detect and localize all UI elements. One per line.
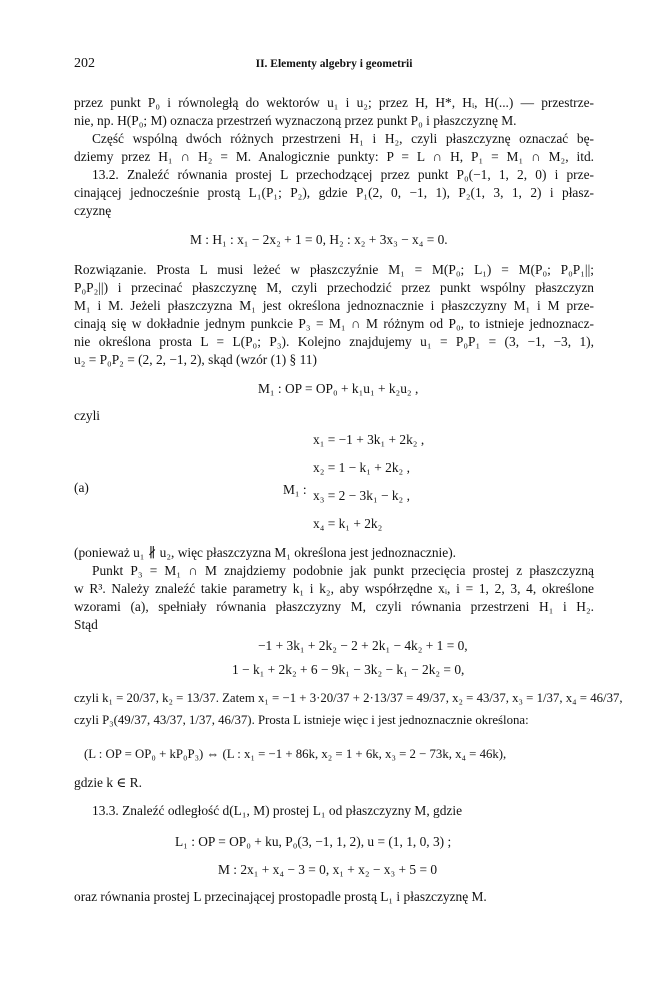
text-line: oraz równania prostej L przecinającej prostopadle prostą L₁ i płaszczyznę M. bbox=[74, 889, 487, 904]
problem-13-2: 13.2. Znaleźć równania prostej L przechodzącej przez punkt P₀(−1, 1, 2, 0) i prze- bbox=[92, 167, 594, 182]
text-line: czyli k₁ = 20/37, k₂ = 13/37. Zatem x₁ = −1 + 3·20/37 + 2·13/37 = 49/37, x₂ = 43/37, x₃ = 1/37, x₄ = 46/37, bbox=[74, 691, 623, 705]
system-row: x₃ = 2 − 3k₁ − k₂ , bbox=[313, 488, 410, 503]
solution-heading: Rozwiązanie. Prosta L musi leżeć w płaszczyźnie M₁ = M(P₀; L₁) = M(P₀; P₀P₁||; bbox=[74, 262, 594, 277]
equation-plane-m: M : H₁ : x₁ − 2x₂ + 1 = 0, H₂ : x₂ + 3x₃ − x₄ = 0. bbox=[190, 232, 448, 247]
text-line: (ponieważ u₁ ∦ u₂, więc płaszczyzna M₁ określona jest jednoznacznie). bbox=[74, 545, 457, 560]
equation-m1: M₁ : OP = OP₀ + k₁u₁ + k₂u₂ , bbox=[258, 381, 419, 396]
text-line: nie określona prosta L = L(P₀; P₃). Kolejno znajdujemy u₁ = P₀P₁ = (3, −1, −3, 1), bbox=[74, 334, 594, 349]
text-line: wzorami (a), spełniały równania płaszczyzny M, czyli równania przestrzeni H₁ i H₂. bbox=[74, 599, 594, 614]
text-line: cinają się w dokładnie jednym punkcie P₃ = M₁ ∩ M różnym od P₀, to istnieje jednoznacz- bbox=[74, 316, 594, 331]
text-line: Część wspólną dwóch różnych przestrzeni H₁ i H₂, czyli płaszczyznę oznaczać bę- bbox=[92, 131, 594, 146]
text-line: nie, np. H(P₀; M) oznacza przestrzeń wyznaczoną przez punkt P₀ i płaszczyznę M. bbox=[74, 113, 517, 128]
equation-label: (a) bbox=[74, 480, 89, 495]
system-label: M₁ : bbox=[283, 482, 307, 497]
text-line: czyznę bbox=[74, 203, 112, 218]
text-line: M₁ i M. Jeżeli płaszczyzna M₁ jest określona jednoznacznie i płaszczyzny M₁ i M prze- bbox=[74, 298, 594, 313]
running-title: II. Elementy algebry i geometrii bbox=[255, 58, 413, 70]
text-line: dziemy przez H₁ ∩ H₂ = M. Analogicznie punkty: P = L ∩ H, P₁ = M₁ ∩ M₂, itd. bbox=[74, 149, 594, 164]
text-line: Punkt P₃ = M₁ ∩ M znajdziemy podobnie jak punkt przecięcia prostej z płaszczyzną bbox=[92, 563, 594, 578]
equation-line-l1: L₁ : OP = OP₀ + ku, P₀(3, −1, 1, 2), u = (1, 1, 0, 3) ; bbox=[175, 834, 452, 849]
page-number: 202 bbox=[74, 56, 95, 71]
text-line: czyli bbox=[74, 408, 101, 423]
equation-line: 1 − k₁ + 2k₂ + 6 − 9k₁ − 3k₂ − k₁ − 2k₂ = 0, bbox=[232, 662, 465, 677]
text-line: Stąd bbox=[74, 617, 98, 632]
equation-plane: M : 2x₁ + x₄ − 3 = 0, x₁ + x₂ − x₃ + 5 = 0 bbox=[218, 862, 438, 877]
system-row: x₁ = −1 + 3k₁ + 2k₂ , bbox=[313, 432, 425, 447]
text-line: przez punkt P₀ i równoległą do wektorów u₁ i u₂; przez H, H*, Hᵢ, H(...) — przestrze- bbox=[74, 95, 594, 110]
text-line: w R³. Należy znaleźć takie parametry k₁ i k₂, aby współrzędne xᵢ, i = 1, 2, 3, 4, określone bbox=[74, 581, 594, 596]
page-header bbox=[74, 56, 594, 76]
problem-13-3: 13.3. Znaleźć odległość d(L₁, M) prostej L₁ od płaszczyzny M, gdzie bbox=[92, 803, 463, 818]
text-line: P₀P₂||) i przecinać płaszczyznę M, czyli przechodzić przez punkt wspólny płaszczyzn bbox=[74, 280, 594, 295]
system-row: x₂ = 1 − k₁ + 2k₂ , bbox=[313, 460, 410, 475]
equation-result: (L : OP = OP₀ + kP₀P₃) ⇔ (L : x₁ = −1 + 86k, x₂ = 1 + 6k, x₃ = 2 − 73k, x₄ = 46k), bbox=[84, 747, 507, 761]
equation-line: −1 + 3k₁ + 2k₂ − 2 + 2k₁ − 4k₂ + 1 = 0, bbox=[258, 638, 468, 653]
text-line: u₂ = P₀P₂ = (2, 2, −1, 2), skąd (wzór (1) § 11) bbox=[74, 352, 317, 367]
text-line: gdzie k ∈ R. bbox=[74, 775, 142, 790]
system-row: x₄ = k₁ + 2k₂ bbox=[313, 516, 383, 531]
text-line: czyli P₃(49/37, 43/37, 1/37, 46/37). Prosta L istnieje więc i jest jednoznacznie określona: bbox=[74, 713, 529, 727]
text-line: cinającej jednocześnie prostą L₁(P₁; P₂), gdzie P₁(2, 0, −1, 1), P₂(1, 3, 1, 2) i płasz- bbox=[74, 185, 594, 200]
